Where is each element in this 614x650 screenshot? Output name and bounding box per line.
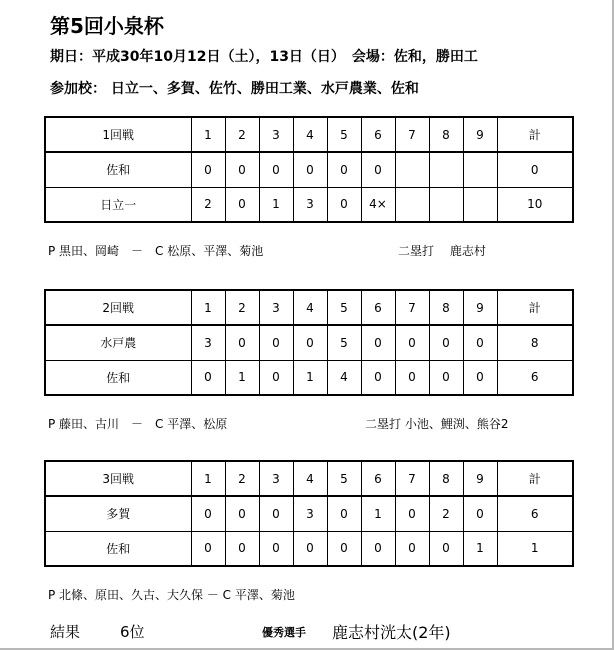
inning-6-header: 6 <box>361 290 395 325</box>
round-label: 1回戦 <box>45 117 191 152</box>
inning-score: 4 <box>327 360 361 395</box>
inning-score: 0 <box>361 152 395 187</box>
inning-9-header: 9 <box>463 461 497 496</box>
inning-score: 0 <box>225 531 259 566</box>
team-score-row <box>45 360 573 395</box>
team-score-row <box>45 187 573 222</box>
inning-score: 2 <box>191 187 225 222</box>
inning-3-header: 3 <box>259 290 293 325</box>
inning-2-header: 2 <box>225 461 259 496</box>
inning-score: 0 <box>361 531 395 566</box>
inning-score: 3 <box>293 187 327 222</box>
inning-3-header: 3 <box>259 117 293 152</box>
inning-score: 0 <box>463 496 497 531</box>
event-dates-venue: 期日：平成30年10月12日（土），13日（日） 会場：佐和，勝田工 <box>50 49 478 65</box>
inning-9-header: 9 <box>463 117 497 152</box>
inning-score: 0 <box>361 325 395 360</box>
scoreboard-round-2 <box>44 289 574 396</box>
total-score: 10 <box>497 187 573 222</box>
total-score: 6 <box>497 360 573 395</box>
inning-score: 1 <box>361 496 395 531</box>
inning-2-header: 2 <box>225 290 259 325</box>
inning-6-header: 6 <box>361 117 395 152</box>
inning-score: 0 <box>463 360 497 395</box>
inning-score: 0 <box>191 152 225 187</box>
inning-score <box>429 187 463 222</box>
total-score: 0 <box>497 152 573 187</box>
inning-score: 0 <box>429 360 463 395</box>
team-name: 佐和 <box>45 360 191 395</box>
inning-score: 0 <box>225 325 259 360</box>
total-score: 6 <box>497 496 573 531</box>
team-score-row <box>45 325 573 360</box>
battery-round-3: P 北條、原田、久古、大久保 － C 平澤、菊池 <box>48 588 295 602</box>
inning-score: 0 <box>327 152 361 187</box>
scoreboard-header-row <box>45 290 573 325</box>
inning-score: 5 <box>327 325 361 360</box>
inning-2-header: 2 <box>225 117 259 152</box>
inning-score <box>395 187 429 222</box>
inning-score: 0 <box>429 325 463 360</box>
inning-score: 0 <box>463 325 497 360</box>
round-label: 3回戦 <box>45 461 191 496</box>
team-score-row <box>45 496 573 531</box>
inning-score: 0 <box>327 496 361 531</box>
inning-1-header: 1 <box>191 117 225 152</box>
mvp-label: 優秀選手 <box>262 626 306 639</box>
inning-5-header: 5 <box>327 290 361 325</box>
inning-score: 0 <box>395 325 429 360</box>
inning-4-header: 4 <box>293 117 327 152</box>
inning-score: 0 <box>191 360 225 395</box>
battery-round-1: P 黒田、岡崎 － C 松原、平澤、菊池 <box>48 244 264 258</box>
inning-score <box>463 152 497 187</box>
inning-score: 0 <box>259 152 293 187</box>
inning-3-header: 3 <box>259 461 293 496</box>
scoreboard-header-row <box>45 117 573 152</box>
team-name: 佐和 <box>45 531 191 566</box>
team-score-row <box>45 531 573 566</box>
inning-score: 0 <box>259 496 293 531</box>
inning-score <box>395 152 429 187</box>
team-name: 佐和 <box>45 152 191 187</box>
round-label: 2回戦 <box>45 290 191 325</box>
inning-score: 3 <box>293 496 327 531</box>
inning-score: 1 <box>293 360 327 395</box>
inning-score: 0 <box>259 531 293 566</box>
inning-score: 0 <box>293 325 327 360</box>
inning-score: 0 <box>259 325 293 360</box>
inning-score: 0 <box>293 531 327 566</box>
inning-5-header: 5 <box>327 117 361 152</box>
inning-score: 0 <box>395 531 429 566</box>
inning-score: 0 <box>395 360 429 395</box>
inning-4-header: 4 <box>293 290 327 325</box>
team-name: 多賀 <box>45 496 191 531</box>
final-rank: 6位 <box>120 623 145 641</box>
inning-score: 0 <box>429 531 463 566</box>
battery-round-2: P 藤田、古川 － C 平澤、松原 <box>48 417 228 431</box>
inning-score: 0 <box>225 152 259 187</box>
total-header: 計 <box>497 461 573 496</box>
mvp-name: 鹿志村洸太(2年) <box>332 623 451 642</box>
inning-7-header: 7 <box>395 290 429 325</box>
inning-score: 0 <box>259 360 293 395</box>
team-name: 水戸農 <box>45 325 191 360</box>
total-header: 計 <box>497 117 573 152</box>
team-name: 日立一 <box>45 187 191 222</box>
inning-1-header: 1 <box>191 461 225 496</box>
scoreboard-header-row <box>45 461 573 496</box>
total-score: 8 <box>497 325 573 360</box>
inning-score: 0 <box>327 187 361 222</box>
inning-5-header: 5 <box>327 461 361 496</box>
extra-base-hits-round-1: 二塁打 鹿志村 <box>398 244 486 258</box>
inning-score: 0 <box>225 187 259 222</box>
total-score: 1 <box>497 531 573 566</box>
inning-score: 0 <box>327 531 361 566</box>
inning-score: 0 <box>225 496 259 531</box>
inning-score: 4× <box>361 187 395 222</box>
inning-score: 0 <box>293 152 327 187</box>
inning-score <box>463 187 497 222</box>
inning-8-header: 8 <box>429 290 463 325</box>
inning-8-header: 8 <box>429 461 463 496</box>
inning-score: 0 <box>395 496 429 531</box>
scoreboard-round-1 <box>44 116 574 223</box>
inning-7-header: 7 <box>395 117 429 152</box>
scoreboard-round-3 <box>44 460 574 567</box>
inning-9-header: 9 <box>463 290 497 325</box>
inning-1-header: 1 <box>191 290 225 325</box>
inning-6-header: 6 <box>361 461 395 496</box>
inning-score: 3 <box>191 325 225 360</box>
extra-base-hits-round-2: 二塁打 小池、鯉渕、熊谷2 <box>365 417 509 431</box>
inning-score <box>429 152 463 187</box>
inning-score: 1 <box>225 360 259 395</box>
inning-score: 0 <box>361 360 395 395</box>
inning-score: 1 <box>259 187 293 222</box>
inning-score: 1 <box>463 531 497 566</box>
total-header: 計 <box>497 290 573 325</box>
inning-8-header: 8 <box>429 117 463 152</box>
participating-schools: 参加校： 日立一、多賀、佐竹、勝田工業、水戸農業、佐和 <box>50 81 419 97</box>
inning-score: 0 <box>191 531 225 566</box>
result-label: 結果 <box>50 623 81 641</box>
page-title: 第5回小泉杯 <box>50 14 164 38</box>
inning-score: 2 <box>429 496 463 531</box>
team-score-row <box>45 152 573 187</box>
inning-7-header: 7 <box>395 461 429 496</box>
inning-4-header: 4 <box>293 461 327 496</box>
inning-score: 0 <box>191 496 225 531</box>
